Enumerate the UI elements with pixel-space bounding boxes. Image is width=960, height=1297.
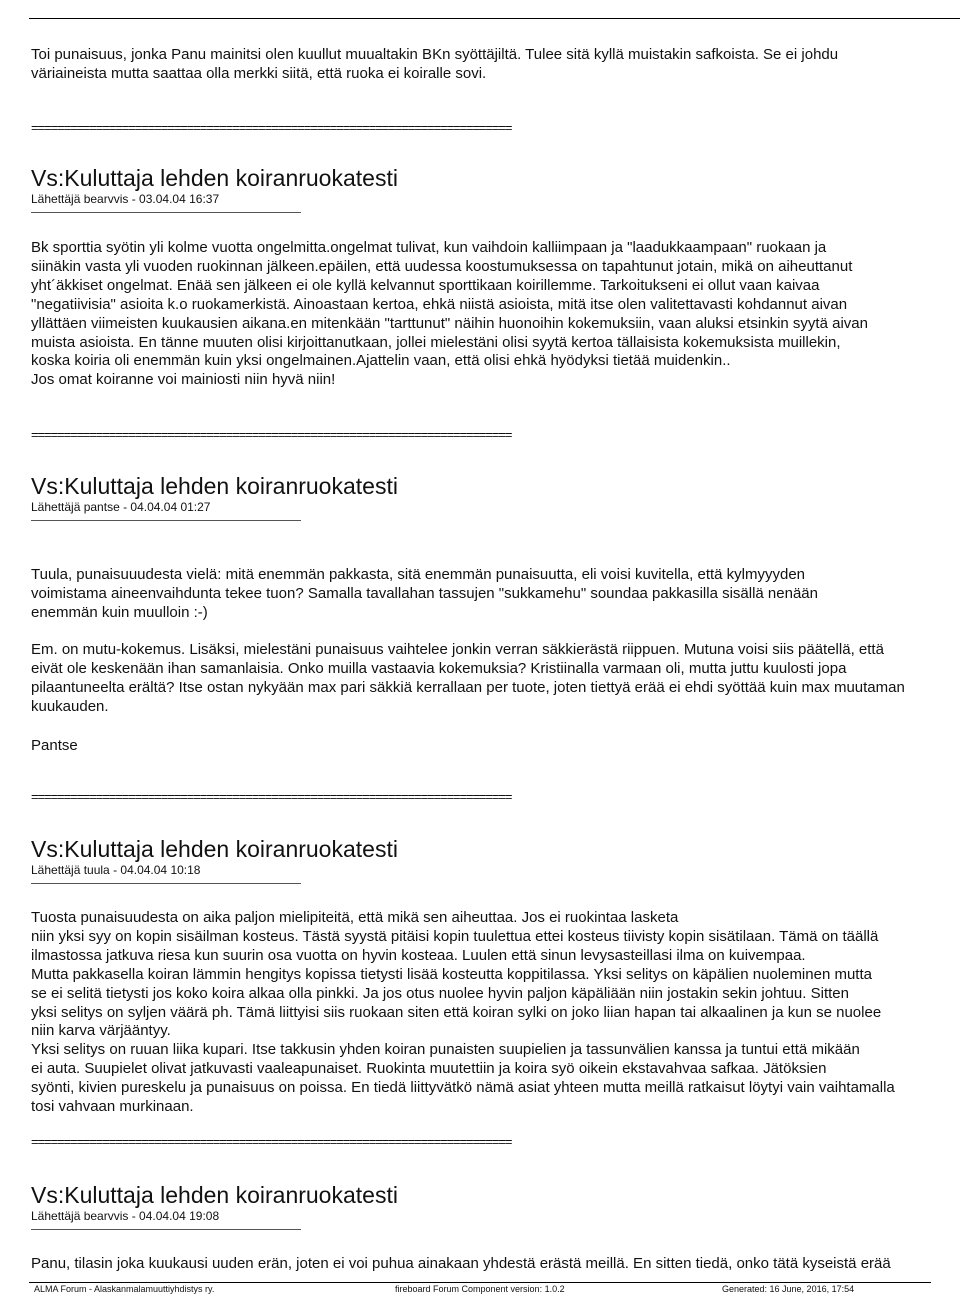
text-line: Tuosta punaisuudesta on aika paljon mielipiteitä, että mikä sen aiheuttaa. Jos ei ruokintaa lasketa [31,909,679,926]
post-body [31,641,960,717]
post-body [31,1255,960,1274]
post [31,1182,960,1230]
post-paragraph [31,1255,960,1274]
text-line: Bk sporttia syötin yli kolme vuotta ongelmitta.ongelmat tulivat, kun vaihdoin kalliimpaan ja "laadukkaampaan" ruokaan ja [31,239,827,256]
post-header-rule [31,520,301,521]
text-line: niin karva värjääntyy. [31,1022,171,1040]
post-body [31,909,960,1117]
text-line: yksi selitys on syljen väärä ph. Tämä liittyisi siis ruokaan siten että koiran sylki on joko liian hapan tai alkaalinen ja kun se nuolee [31,1003,882,1021]
text-line: ei auta. Suupielet olivat jatkuvasti vaaleapunaiset. Ruokinta muutettiin ja koira syö oikein ekstavahvaa safkaa. Jätöksien [31,1060,827,1078]
text-line: se ei selitä tietysti jos koko koira alkaa olla pinkki. Ja jos otus nuolee hyvin paljon käpäliään niin jostakin sekin johtuu. Sitten [31,984,849,1002]
text-line: enemmän kuin muulloin :-) [31,603,208,621]
text-line: siinäkin vasta yli vuoden ruokinnan jälkeen.epäilen, että uudessa koostumuksessa on tapahtunut jotain, mikä on aiheuttanut [31,257,853,275]
text-line: yllättäen viimeisten kuukausien aikana.en mitenkään "tarttunut" näihin huonoihin kokemuksiin, vaan aluksi etsinkin syytä aivan [31,314,868,332]
post-header-rule [31,883,301,884]
post-paragraph [31,909,960,1117]
footer-generated-date: Generated: 16 June, 2016, 17:54 [722,1284,855,1294]
footer-component-version: fireboard Forum Component version: 1.0.2 [395,1284,565,1294]
text-line: yht´äkkiset ongelmat. Enää sen jälkeen ei ole kyllä kelvannut sporttikaan koirillemme. Tarkoitukseni ei ollut vaan kaivaa [31,276,820,294]
text-line: muista asioista. En tänne muuten olisi kirjoittanutkaan, jollei mielestäni olisi syytä kertoa tällaisista kokemuksista muillekin, [31,333,841,351]
text-line: pilaantuneelta erältä? Itse ostan nykyään max pari säkkiä kerrallaan per tuote, joten tiettyä erää ei ehdi syöttää kuin max muutaman [31,678,905,696]
intro-line: väriaineista mutta saattaa olla merkki siitä, että ruoka ei koiralle sovi. [31,65,487,82]
post-body [31,566,960,623]
post-title: Vs:Kuluttaja lehden koiranruokatesti [31,836,398,862]
post-meta: Lähettäjä bearvvis - 03.04.04 16:37 [31,192,220,206]
post-body [31,737,960,756]
footer-site-name: ALMA Forum - Alaskanmalamuuttiyhdistys ry. [34,1284,215,1294]
post-header-rule [31,212,301,213]
text-line: Tuula, punaisuuudesta vielä: mitä enemmän pakkasta, sitä enemmän punaisuutta, eli voisi kuvitella, että kylmyyyden [31,566,806,583]
post-separator: ========================================================================== [31,1134,512,1149]
footer-rule [29,1282,931,1283]
text-line: Jos omat koiranne voi mainiosti niin hyvä niin! [31,371,336,389]
post-title: Vs:Kuluttaja lehden koiranruokatesti [31,1182,398,1208]
post-separator: ========================================================================== [31,427,512,442]
post-meta: Lähettäjä pantse - 04.04.04 01:27 [31,500,211,514]
post-separator: ========================================================================== [31,120,512,135]
post-header-rule [31,1229,301,1230]
post-paragraph [31,641,960,717]
text-line: syönti, kivien pureskelu ja punaisuus on poissa. En tiedä liittyvätkö nämä asiat yhteen mutta meillä ratkaisut löytyi vain vaihtamalla [31,1079,895,1097]
post-title: Vs:Kuluttaja lehden koiranruokatesti [31,473,398,499]
intro-text [31,45,960,83]
intro-line: Toi punaisuus, jonka Panu mainitsi olen kuullut muualtakin BKn syöttäjiltä. Tulee sitä kyllä muistakin safkoista. Se ei johdu [31,46,839,63]
text-line: ilmastossa jatkuva riesa kun suurin osa vuotta on hyvin kosteaa. Luulen että sinun levysasteillasi ilma on kuivempaa. [31,946,806,964]
post-paragraph [31,239,960,390]
text-line: niin yksi syy on kopin sisäilman kosteus. Tästä syystä pitäisi kopin tuulettua ettei kosteus tiivisty kopin sisätilaan. Tämä on täällä [31,927,879,945]
post-meta: Lähettäjä tuula - 04.04.04 10:18 [31,863,201,877]
post-signature: Pantse [31,737,78,754]
text-line: voimistama aineenvaihdunta tekee tuon? Samalla tavallahan tassujen "sukkamehu" soundaa pakkasilla sisällä nenään [31,584,818,602]
post [31,165,960,213]
text-line: "negatiivisia" asioita k.o ruokamerkistä. Ainoastaan kertoa, ehkä niistä asioista, mitä itse olen valitettavasti kohdannut aivan [31,295,848,313]
text-line: Mutta pakkasella koiran lämmin hengitys kopissa tietysti lisää kosteutta koppitilassa. Yksi selitys on käpälien nuoleminen mutta [31,965,872,983]
text-line: kuukauden. [31,697,109,715]
post [31,836,960,884]
text-line: Panu, tilasin joka kuukausi uuden erän, joten ei voi puhua ainakaan yhdestä erästä meillä. En sitten tiedä, onko tätä kyseistä erää [31,1255,891,1272]
post-meta: Lähettäjä bearvvis - 04.04.04 19:08 [31,1209,220,1223]
text-line: Em. on mutu-kokemus. Lisäksi, mielestäni punaisuus vaihtelee jonkin verran säkkierästä riippuen. Mutuna voisi siis päätellä, että [31,641,884,658]
text-line: tosi vahvaan murkinaan. [31,1098,194,1116]
post-paragraph [31,566,960,623]
text-line: koska koiria oli enemmän kuin yksi ongelmainen.Ajattelin vaan, että olisi ehkä hyödyksi tietää muidenkin.. [31,352,731,370]
post-title: Vs:Kuluttaja lehden koiranruokatesti [31,165,398,191]
text-line: eivät ole keskenään ihan samanlaisia. Onko muilla vastaavia kokemuksia? Kristiinalla varmaan oli, mutta juttu kuulosti jopa [31,659,847,677]
post-separator: ========================================================================== [31,789,512,804]
post [31,473,960,521]
text-line: Yksi selitys on ruuan liika kupari. Itse takkusin yhden koiran punaisten suupielien ja tassunvälien kanssa ja tuntui että mikään [31,1041,860,1059]
top-rule [29,18,960,19]
post-body [31,239,960,390]
